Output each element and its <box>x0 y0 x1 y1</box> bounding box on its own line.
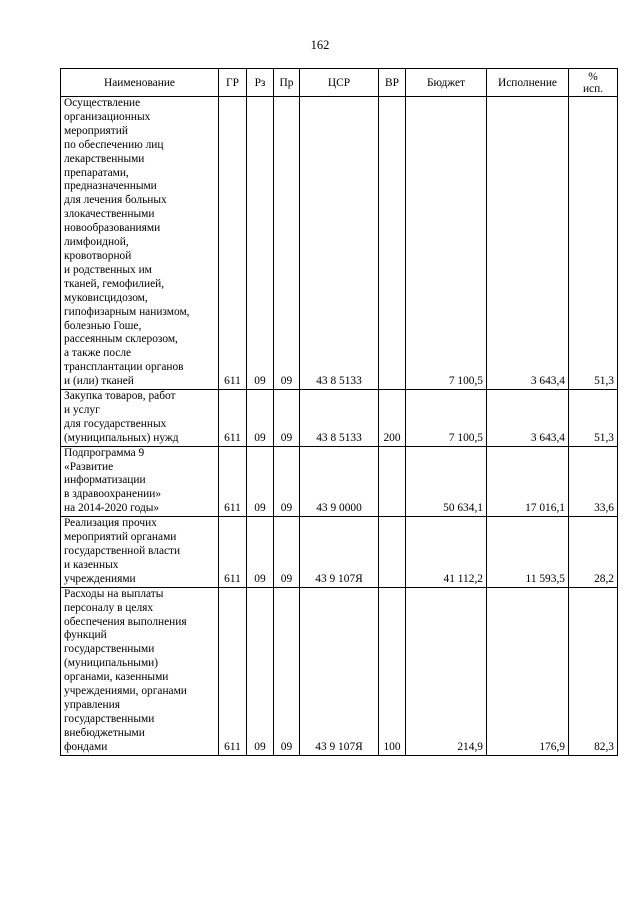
header-percent-line2: исп. <box>582 82 604 95</box>
cell-csr: 43 9 0000 <box>300 446 379 517</box>
header-csr: ЦСР <box>300 69 379 97</box>
cell-execution: 11 593,5 <box>487 517 569 588</box>
header-rz: Рз <box>247 69 274 97</box>
cell-budget: 41 112,2 <box>406 517 487 588</box>
cell-percent: 82,3 <box>569 587 618 755</box>
header-name: Наименование <box>61 69 219 97</box>
cell-csr: 43 8 5133 <box>300 390 379 447</box>
cell-percent: 51,3 <box>569 390 618 447</box>
cell-csr: 43 8 5133 <box>300 97 379 390</box>
cell-pr: 09 <box>274 446 300 517</box>
cell-vr: 200 <box>379 390 406 447</box>
budget-table <box>60 68 618 756</box>
header-percent <box>569 69 618 97</box>
table-row <box>61 587 618 755</box>
cell-gr: 611 <box>219 587 247 755</box>
table-row <box>61 97 618 390</box>
cell-rz: 09 <box>247 587 274 755</box>
cell-budget: 214,9 <box>406 587 487 755</box>
header-gr: ГР <box>219 69 247 97</box>
cell-gr: 611 <box>219 517 247 588</box>
cell-percent: 51,3 <box>569 97 618 390</box>
cell-rz: 09 <box>247 517 274 588</box>
table-row <box>61 517 618 588</box>
cell-execution: 17 016,1 <box>487 446 569 517</box>
header-vr: ВР <box>379 69 406 97</box>
header-execution: Исполнение <box>487 69 569 97</box>
header-pr: Пр <box>274 69 300 97</box>
cell-rz: 09 <box>247 390 274 447</box>
cell-csr: 43 9 107Я <box>300 587 379 755</box>
cell-percent: 28,2 <box>569 517 618 588</box>
cell-name: Расходы на выплаты персоналу в целях обеспечения выполнения функций государственными (муниципальными) органами, казенными учреждениями, органами управления государственными внебюджетными фондами <box>61 587 219 755</box>
cell-vr: 100 <box>379 587 406 755</box>
cell-name: Реализация прочих мероприятий органами государственной власти и казенных учреждениями <box>61 517 219 588</box>
cell-pr: 09 <box>274 97 300 390</box>
table-row <box>61 446 618 517</box>
cell-name: Осуществление организационных мероприятий по обеспечению лиц лекарственными препаратами, предназначенными для лечения больных злокачественными новообразованиями лимфоидной, кровотворной и родственных им тканей, гемофилией, муковисцидозом, гипофизарным нанизмом, болезнью Гоше, рассеянным склерозом, а также после трансплантации органов и (или) тканей <box>61 97 219 390</box>
header-budget: Бюджет <box>406 69 487 97</box>
cell-gr: 611 <box>219 446 247 517</box>
cell-pr: 09 <box>274 390 300 447</box>
cell-vr <box>379 97 406 390</box>
cell-budget: 7 100,5 <box>406 97 487 390</box>
cell-rz: 09 <box>247 97 274 390</box>
cell-pr: 09 <box>274 587 300 755</box>
cell-csr: 43 9 107Я <box>300 517 379 588</box>
cell-budget: 7 100,5 <box>406 390 487 447</box>
cell-execution: 3 643,4 <box>487 390 569 447</box>
cell-rz: 09 <box>247 446 274 517</box>
cell-gr: 611 <box>219 97 247 390</box>
cell-execution: 176,9 <box>487 587 569 755</box>
cell-percent: 33,6 <box>569 446 618 517</box>
table-row <box>61 390 618 447</box>
cell-vr <box>379 517 406 588</box>
header-percent-line1: % <box>588 70 598 83</box>
cell-name: Закупка товаров, работ и услуг для государственных (муниципальных) нужд <box>61 390 219 447</box>
cell-pr: 09 <box>274 517 300 588</box>
page-number: 162 <box>310 38 330 52</box>
table-header-row <box>61 69 618 97</box>
cell-execution: 3 643,4 <box>487 97 569 390</box>
cell-budget: 50 634,1 <box>406 446 487 517</box>
cell-name: Подпрограмма 9 «Развитие информатизации в здравоохранении» на 2014-2020 годы» <box>61 446 219 517</box>
cell-gr: 611 <box>219 390 247 447</box>
cell-vr <box>379 446 406 517</box>
